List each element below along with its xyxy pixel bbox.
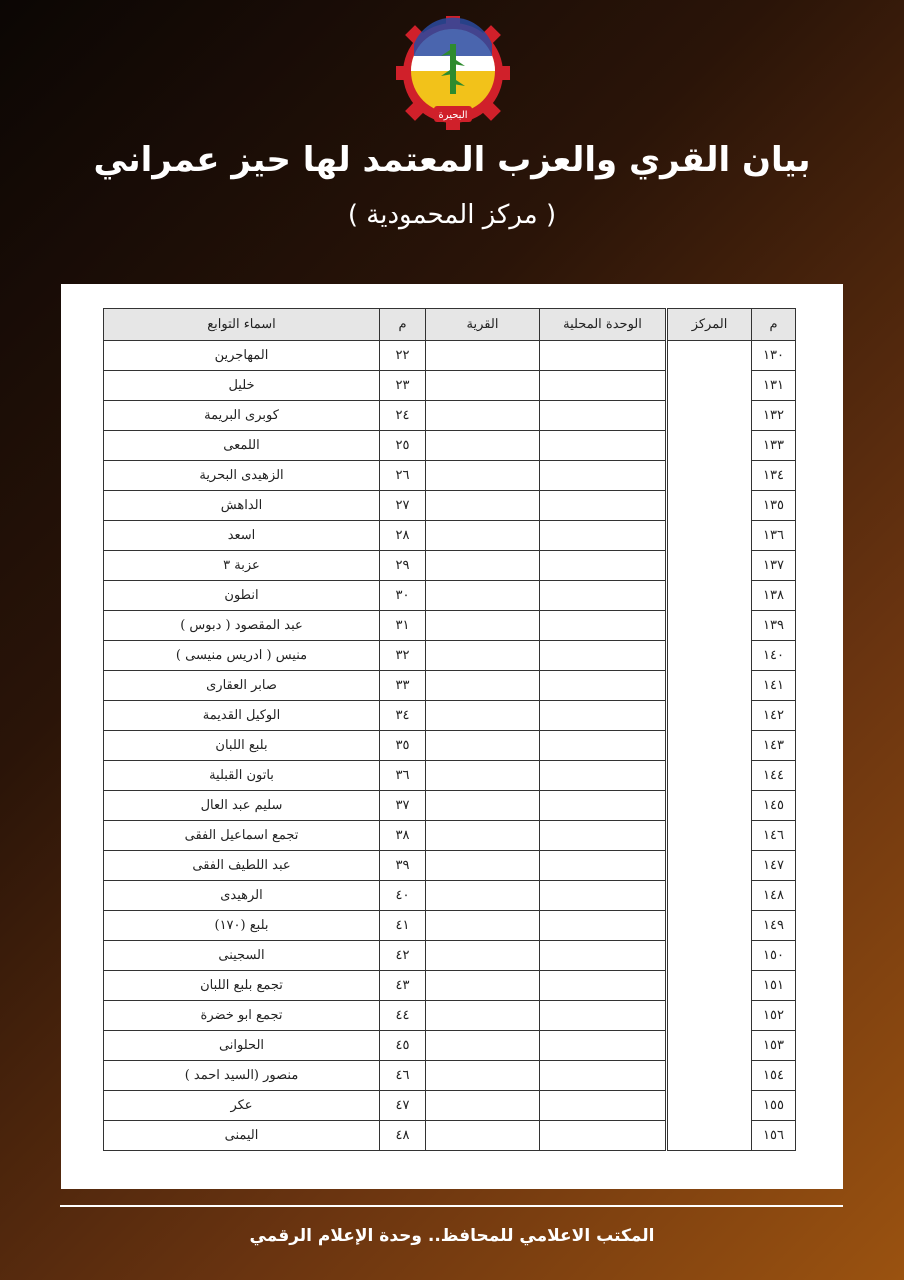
village-cell [426,671,540,701]
village-name: المهاجرين [104,341,380,371]
village-name: اللمعى [104,431,380,461]
row-number: ١٤١ [752,671,796,701]
unit-cell [540,551,666,581]
table-row [104,431,666,461]
village-cell [426,551,540,581]
unit-cell [540,911,666,941]
table-row [104,671,666,701]
village-cell [426,431,540,461]
village-cell [426,731,540,761]
row-number: ١٣٨ [752,581,796,611]
row-number: ٤١ [380,911,426,941]
row-number: ٤٠ [380,881,426,911]
village-name: صابر العقارى [104,671,380,701]
unit-cell [540,881,666,911]
row-number: ٣١ [380,611,426,641]
village-name: السجينى [104,941,380,971]
village-name: سليم عبد العال [104,791,380,821]
row-number: ١٥٦ [752,1121,796,1151]
governorate-logo [394,14,512,132]
row-number: ١٣٥ [752,491,796,521]
village-name: عزبة ٣ [104,551,380,581]
header-unit: الوحدة المحلية [540,309,666,341]
table-row [104,461,666,491]
unit-cell [540,461,666,491]
village-cell [426,1091,540,1121]
table-row [104,761,666,791]
row-number: ٤٥ [380,1031,426,1061]
village-name: الزهيدى البحرية [104,461,380,491]
row-number: ١٤٦ [752,821,796,851]
row-number: ٣٠ [380,581,426,611]
village-name: منيس ( ادريس منيسى ) [104,641,380,671]
unit-cell [540,431,666,461]
unit-cell [540,761,666,791]
row-number: ١٤٢ [752,701,796,731]
page-subtitle: ( مركز المحمودية ) [347,200,557,230]
row-number: ١٣٤ [752,461,796,491]
unit-cell [540,1001,666,1031]
unit-cell [540,971,666,1001]
row-number: ٣٦ [380,761,426,791]
table-row [104,341,666,371]
village-cell [426,1061,540,1091]
row-number: ٤٤ [380,1001,426,1031]
table-row [104,1121,666,1151]
table-row [104,1001,666,1031]
unit-cell [540,1031,666,1061]
village-cell [426,761,540,791]
unit-cell [540,401,666,431]
village-name: تجمع اسماعيل الفقى [104,821,380,851]
center-cell [668,341,752,1151]
row-number: ١٣٢ [752,401,796,431]
row-number: ١٣٦ [752,521,796,551]
row-number: ١٤٤ [752,761,796,791]
table-row [104,1091,666,1121]
row-number: ١٣٧ [752,551,796,581]
village-name: تجمع بلبع اللبان [104,971,380,1001]
row-number: ٣٧ [380,791,426,821]
row-number: ٣٣ [380,671,426,701]
table-row [104,401,666,431]
village-cell [426,581,540,611]
unit-cell [540,371,666,401]
row-number: ١٤٩ [752,911,796,941]
village-name: اليمنى [104,1121,380,1151]
table-header-row [104,309,666,341]
row-number: ١٥٥ [752,1091,796,1121]
village-cell [426,611,540,641]
village-cell [426,941,540,971]
village-cell [426,911,540,941]
row-number: ٢٨ [380,521,426,551]
document-sheet [61,284,843,1189]
row-number: ٢٢ [380,341,426,371]
table-row [104,1031,666,1061]
row-number: ٤٢ [380,941,426,971]
village-name: كوبرى البريمة [104,401,380,431]
table-row [104,791,666,821]
row-number: ٤٣ [380,971,426,1001]
unit-cell [540,1061,666,1091]
center-table [667,308,796,1151]
village-name: عبد المقصود ( دبوس ) [104,611,380,641]
village-name: انطون [104,581,380,611]
row-number: ١٤٣ [752,731,796,761]
unit-cell [540,491,666,521]
header-num: م [752,309,796,341]
unit-cell [540,641,666,671]
unit-cell [540,1121,666,1151]
villages-table [103,308,666,1151]
table-row [104,371,666,401]
village-cell [426,461,540,491]
table-row [104,881,666,911]
table-row [104,971,666,1001]
table-row [104,551,666,581]
row-number: ٢٤ [380,401,426,431]
row-number: ١٣٠ [752,341,796,371]
village-cell [426,851,540,881]
row-number: ١٤٧ [752,851,796,881]
unit-cell [540,341,666,371]
header-num: م [380,309,426,341]
row-number: ٣٥ [380,731,426,761]
footer-text: المكتب الاعلامي للمحافظ.. وحدة الإعلام الرقمي [249,1226,655,1246]
village-cell [426,1031,540,1061]
unit-cell [540,821,666,851]
row-number: ١٣٣ [752,431,796,461]
unit-cell [540,731,666,761]
village-cell [426,521,540,551]
table-header-row [668,309,796,341]
row-number: ٢٦ [380,461,426,491]
row-number: ٢٧ [380,491,426,521]
row-number: ٤٨ [380,1121,426,1151]
village-cell [426,371,540,401]
table-row [104,911,666,941]
village-cell [426,791,540,821]
unit-cell [540,701,666,731]
table-row [104,491,666,521]
village-name: تجمع ابو خضرة [104,1001,380,1031]
table-row [104,581,666,611]
row-number: ١٤٠ [752,641,796,671]
row-number: ٣٢ [380,641,426,671]
row-number: ٢٩ [380,551,426,581]
row-number: ١٥٤ [752,1061,796,1091]
village-cell [426,401,540,431]
village-cell [426,491,540,521]
row-number: ١٣٩ [752,611,796,641]
table-row [104,1061,666,1091]
village-cell [426,341,540,371]
header-center: المركز [668,309,752,341]
village-cell [426,641,540,671]
village-cell [426,1121,540,1151]
page-title: بيان القري والعزب المعتمد لها حيز عمراني [93,140,811,180]
unit-cell [540,941,666,971]
header-name: اسماء التوابع [104,309,380,341]
row-number: ٣٤ [380,701,426,731]
row-number: ١٤٨ [752,881,796,911]
table-row [104,611,666,641]
unit-cell [540,671,666,701]
village-name: باتون القبلية [104,761,380,791]
row-number: ٣٨ [380,821,426,851]
village-cell [426,971,540,1001]
village-cell [426,821,540,851]
village-name: خليل [104,371,380,401]
table-row [104,641,666,671]
table-row [104,521,666,551]
row-number: ١٥٣ [752,1031,796,1061]
village-name: الوكيل القديمة [104,701,380,731]
unit-cell [540,851,666,881]
row-number: ١٥٢ [752,1001,796,1031]
table-row [668,341,796,371]
row-number: ٤٧ [380,1091,426,1121]
table-row [104,821,666,851]
footer-divider [60,1205,843,1207]
village-name: الحلوانى [104,1031,380,1061]
table-row [104,701,666,731]
village-name: بلبع (١٧٠) [104,911,380,941]
table-row [104,731,666,761]
village-name: اسعد [104,521,380,551]
unit-cell [540,611,666,641]
table-row [104,851,666,881]
unit-cell [540,1091,666,1121]
row-number: ١٤٥ [752,791,796,821]
unit-cell [540,521,666,551]
row-number: ٣٩ [380,851,426,881]
village-name: عكر [104,1091,380,1121]
village-name: الرهيدى [104,881,380,911]
village-cell [426,881,540,911]
row-number: ٢٥ [380,431,426,461]
row-number: ١٣١ [752,371,796,401]
village-cell [426,701,540,731]
village-name: منصور (السيد احمد ) [104,1061,380,1091]
village-cell [426,1001,540,1031]
row-number: ٢٣ [380,371,426,401]
table-row [104,941,666,971]
unit-cell [540,581,666,611]
row-number: ١٥٠ [752,941,796,971]
village-name: الداهش [104,491,380,521]
unit-cell [540,791,666,821]
row-number: ١٥١ [752,971,796,1001]
village-name: عبد اللطيف الفقى [104,851,380,881]
header-village: القرية [426,309,540,341]
row-number: ٤٦ [380,1061,426,1091]
village-name: بلبع اللبان [104,731,380,761]
logo-text: البحيرة [438,110,468,121]
